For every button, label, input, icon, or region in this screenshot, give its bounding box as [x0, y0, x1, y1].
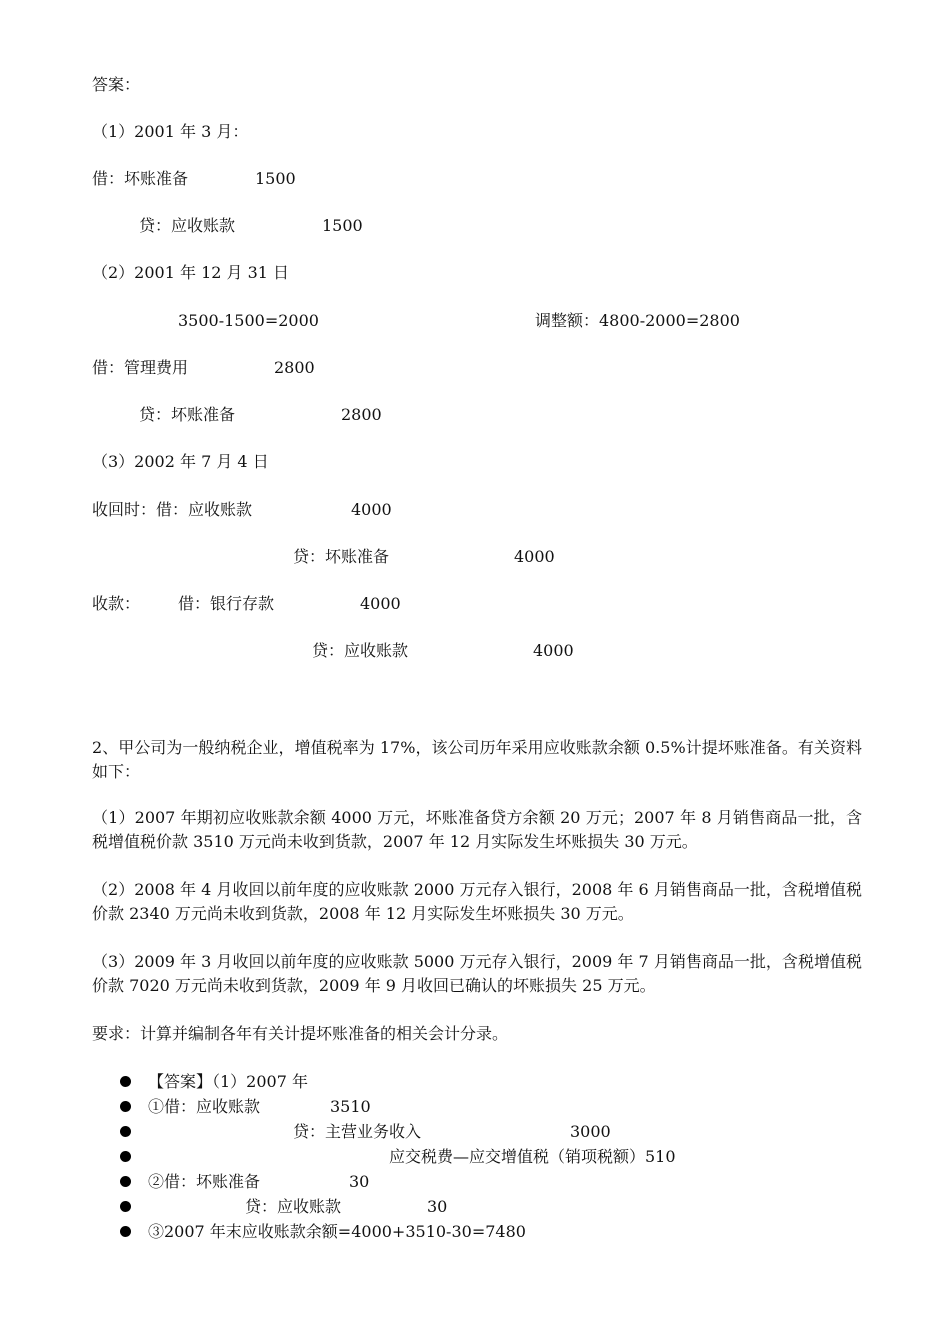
question2-intro: 2、甲公司为一般纳税企业，增值税率为 17%，该公司历年采用应收账款余额 0.5%计提坏账准备。有关资料如下：: [92, 738, 862, 781]
question2-requirement: 要求：计算并编制各年有关计提坏账准备的相关会计分录。: [92, 1024, 509, 1043]
part1-credit: 贷：应收账款: [139, 216, 236, 235]
answer-heading: 答案：: [92, 75, 141, 94]
part1-debit-amount: 1500: [255, 169, 296, 188]
part3-recover-credit: 贷：坏账准备: [293, 547, 390, 566]
entry2-credit-amount: 30: [427, 1197, 448, 1216]
entry1-credit-revenue: 贷：主营业务收入: [293, 1122, 422, 1141]
part3-recover-credit-amount: 4000: [514, 547, 555, 566]
entry2-credit: 贷：应收账款: [245, 1197, 342, 1216]
part1-title: （1）2001 年 3 月：: [92, 122, 249, 141]
part3-collect-label: 收款：: [92, 594, 141, 613]
entry1-debit-amount: 3510: [330, 1097, 371, 1116]
entry1-credit-revenue-amount: 3000: [570, 1122, 611, 1141]
part3-collect-credit-amount: 4000: [533, 641, 574, 660]
entry3-balance: ③2007 年末应收账款余额=4000+3510-30=7480: [148, 1222, 526, 1241]
part2-credit-amount: 2800: [341, 405, 382, 424]
part3-collect-debit: 借：银行存款: [178, 594, 275, 613]
part3-collect-debit-amount: 4000: [360, 594, 401, 613]
part1-credit-amount: 1500: [322, 216, 363, 235]
bullet-icon: [120, 1101, 131, 1112]
question2-item3: （3）2009 年 3 月收回以前年度的应收账款 5000 万元存入银行，2009 年 7 月销售商品一批，含税增值税价款 7020 万元尚未收到货款，2009 年 9 月收回已确认的坏账损失 25 万元。: [92, 952, 862, 995]
part2-debit: 借：管理费用: [92, 358, 189, 377]
part2-adjustment: 调整额：4800-2000=2800: [535, 311, 740, 330]
entry2-debit: ②借：坏账准备: [148, 1172, 261, 1191]
entry1-credit-vat: 应交税费—应交增值税（销项税额）510: [389, 1147, 676, 1166]
bullet-icon: [120, 1126, 131, 1137]
part3-title: （3）2002 年 7 月 4 日: [92, 452, 269, 471]
question2-item1: （1）2007 年期初应收账款余额 4000 万元，坏账准备贷方余额 20 万元；2007 年 8 月销售商品一批，含税增值税价款 3510 万元尚未收到货款，2007 年 12 月实际发生坏账损失 30 万元。: [92, 808, 862, 851]
bullet-icon: [120, 1151, 131, 1162]
part2-debit-amount: 2800: [274, 358, 315, 377]
entry1-debit: ①借：应收账款: [148, 1097, 261, 1116]
bullet-icon: [120, 1176, 131, 1187]
answer2-heading: 【答案】（1）2007 年: [148, 1072, 308, 1091]
bullet-icon: [120, 1201, 131, 1212]
part3-recover-debit: 收回时：借：应收账款: [92, 500, 253, 519]
entry2-debit-amount: 30: [349, 1172, 370, 1191]
part2-credit: 贷：坏账准备: [139, 405, 236, 424]
part1-debit: 借：坏账准备: [92, 169, 189, 188]
bullet-icon: [120, 1076, 131, 1087]
part2-title: （2）2001 年 12 月 31 日: [92, 263, 290, 282]
part2-calculation: 3500-1500=2000: [178, 311, 319, 330]
part3-collect-credit: 贷：应收账款: [312, 641, 409, 660]
question2-item2: （2）2008 年 4 月收回以前年度的应收账款 2000 万元存入银行，2008 年 6 月销售商品一批，含税增值税价款 2340 万元尚未收到货款，2008 年 12 月实际发生坏账损失 30 万元。: [92, 880, 862, 923]
bullet-icon: [120, 1226, 131, 1237]
part3-recover-debit-amount: 4000: [351, 500, 392, 519]
